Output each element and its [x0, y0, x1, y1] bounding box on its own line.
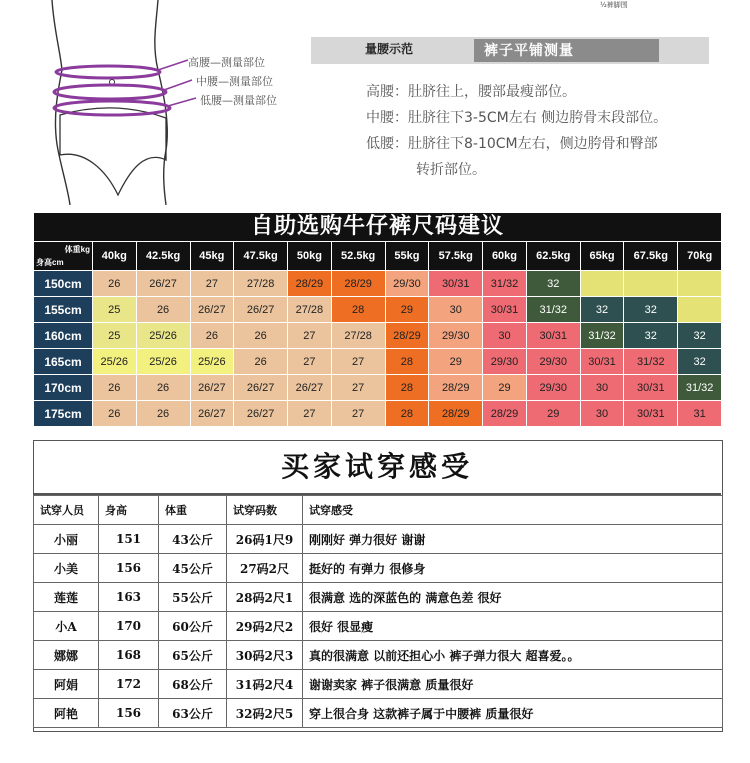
size-cell: 28	[332, 297, 385, 322]
size-row	[34, 349, 721, 374]
buyer-row	[34, 612, 723, 641]
height-header: 165cm	[34, 349, 92, 374]
size-row	[34, 401, 721, 426]
size-cell: 31/32	[581, 323, 624, 348]
weight-header: 47.5kg	[234, 242, 287, 270]
low-waist-label: 低腰—测量部位	[200, 94, 277, 107]
weight-header: 45kg	[191, 242, 234, 270]
size-cell: 28/29	[288, 271, 331, 296]
size-cell: 27/28	[288, 297, 331, 322]
height-header: 170cm	[34, 375, 92, 400]
size-cell: 26	[137, 401, 190, 426]
buyer-cell: 45公斤	[159, 554, 227, 583]
size-cell: 31	[678, 401, 721, 426]
size-cell: 32	[527, 271, 580, 296]
buyer-cell: 小丽	[34, 525, 99, 554]
buyer-cell: 156	[99, 699, 159, 728]
size-cell	[678, 271, 721, 296]
weight-header: 50kg	[288, 242, 331, 270]
size-cell: 26	[234, 349, 287, 374]
size-cell: 27	[191, 271, 234, 296]
buyer-cell: 28码2尺1	[227, 583, 303, 612]
height-header: 155cm	[34, 297, 92, 322]
buyer-header: 试穿人员	[34, 496, 99, 525]
size-cell: 31/32	[624, 349, 677, 374]
legend-title: 量腰示范	[365, 42, 414, 56]
buyer-header: 试穿感受	[303, 496, 723, 525]
height-header: 160cm	[34, 323, 92, 348]
size-cell: 26	[93, 271, 136, 296]
size-cell: 26/27	[191, 401, 234, 426]
buyer-row	[34, 699, 723, 728]
size-cell: 30	[483, 323, 526, 348]
size-cell: 26	[191, 323, 234, 348]
size-cell: 26	[137, 375, 190, 400]
size-cell: 25/26	[93, 349, 136, 374]
size-cell: 31/32	[678, 375, 721, 400]
size-cell: 26	[234, 323, 287, 348]
size-cell: 26	[93, 401, 136, 426]
buyer-cell: 32码2尺5	[227, 699, 303, 728]
size-cell: 29/30	[527, 375, 580, 400]
buyer-cell: 60公斤	[159, 612, 227, 641]
size-cell: 32	[581, 297, 624, 322]
size-cell: 28/29	[429, 401, 482, 426]
size-cell: 27	[288, 349, 331, 374]
size-cell: 30/31	[527, 323, 580, 348]
size-cell: 30/31	[624, 401, 677, 426]
desc-high: 高腰：肚脐往上，腰部最瘦部位。	[366, 84, 576, 100]
size-cell: 25/26	[137, 323, 190, 348]
buyer-cell: 31码2尺4	[227, 670, 303, 699]
weight-header: 52.5kg	[332, 242, 385, 270]
size-cell	[624, 271, 677, 296]
size-cell: 27	[332, 375, 385, 400]
high-waist-label: 高腰—测量部位	[188, 56, 265, 69]
size-cell: 29/30	[429, 323, 482, 348]
buyer-cell: 很好 很显瘦	[303, 612, 723, 641]
weight-header: 60kg	[483, 242, 526, 270]
size-cell: 25/26	[137, 349, 190, 374]
size-cell: 32	[624, 323, 677, 348]
buyer-cell: 29码2尺2	[227, 612, 303, 641]
size-cell: 27/28	[234, 271, 287, 296]
buyer-cell: 30码2尺3	[227, 641, 303, 670]
buyer-cell: 55公斤	[159, 583, 227, 612]
weight-header: 62.5kg	[527, 242, 580, 270]
size-cell: 26/27	[191, 375, 234, 400]
size-cell: 26	[93, 375, 136, 400]
size-cell: 28	[386, 349, 429, 374]
size-cell: 29	[429, 349, 482, 374]
buyer-cell: 很满意 选的深蓝色的 满意色差 很好	[303, 583, 723, 612]
corner-weight-label: 体重kg	[64, 245, 90, 254]
buyer-cell: 阿娟	[34, 670, 99, 699]
size-cell: 28	[386, 401, 429, 426]
size-cell: 30/31	[581, 349, 624, 374]
buyer-row	[34, 583, 723, 612]
size-cell: 26/27	[288, 375, 331, 400]
weight-header: 40kg	[93, 242, 136, 270]
size-cell: 27	[288, 323, 331, 348]
corner-caption: ½裤脚围	[600, 1, 628, 9]
buyer-cell: 真的很满意 以前还担心小 裤子弹力很大 超喜爱。。	[303, 641, 723, 670]
buyer-cell: 163	[99, 583, 159, 612]
size-cell: 28/29	[386, 323, 429, 348]
buyer-cell: 莲莲	[34, 583, 99, 612]
size-cell: 28/29	[483, 401, 526, 426]
size-cell: 27/28	[332, 323, 385, 348]
height-header: 150cm	[34, 271, 92, 296]
buyer-cell: 刚刚好 弹力很好 谢谢	[303, 525, 723, 554]
desc-low: 低腰：肚脐往下8-10CM左右，侧边胯骨和臀部	[366, 136, 658, 152]
desc-mid: 中腰：肚脐往下3-5CM左右 侧边胯骨末段部位。	[366, 110, 668, 126]
weight-header: 57.5kg	[429, 242, 482, 270]
size-cell: 29/30	[483, 349, 526, 374]
size-cell: 26/27	[191, 297, 234, 322]
buyer-cell: 168	[99, 641, 159, 670]
weight-header: 70kg	[678, 242, 721, 270]
buyer-row	[34, 641, 723, 670]
size-row	[34, 297, 721, 322]
corner-height-label: 身高cm	[36, 258, 64, 267]
size-cell: 29/30	[527, 349, 580, 374]
size-row	[34, 271, 721, 296]
size-cell: 30/31	[429, 271, 482, 296]
buyer-row	[34, 554, 723, 583]
buyer-cell: 谢谢卖家 裤子很满意 质量很好	[303, 670, 723, 699]
buyer-row	[34, 670, 723, 699]
buyer-cell: 小美	[34, 554, 99, 583]
size-cell: 25	[93, 323, 136, 348]
buyer-cell: 小A	[34, 612, 99, 641]
buyer-cell: 挺好的 有弹力 很修身	[303, 554, 723, 583]
size-cell: 30	[581, 375, 624, 400]
size-cell: 30	[429, 297, 482, 322]
size-cell: 30/31	[624, 375, 677, 400]
corner-cell	[34, 242, 92, 270]
height-header: 175cm	[34, 401, 92, 426]
buyer-cell: 68公斤	[159, 670, 227, 699]
buyer-cell: 26码1尺9	[227, 525, 303, 554]
size-cell: 26	[137, 297, 190, 322]
size-cell: 25	[93, 297, 136, 322]
buyer-cell: 63公斤	[159, 699, 227, 728]
weight-header: 65kg	[581, 242, 624, 270]
size-cell: 29/30	[386, 271, 429, 296]
size-cell: 27	[332, 349, 385, 374]
buyer-cell: 151	[99, 525, 159, 554]
size-cell: 30	[581, 401, 624, 426]
size-table	[33, 241, 722, 427]
size-cell: 28	[386, 375, 429, 400]
size-cell: 32	[624, 297, 677, 322]
desc-low-cont: 转折部位。	[416, 162, 486, 178]
size-chart-title: 自助选购牛仔裤尺码建议	[34, 213, 721, 241]
size-cell: 29	[527, 401, 580, 426]
buyer-cell: 穿上很合身 这款裤子属于中腰裤 质量很好	[303, 699, 723, 728]
weight-header: 55kg	[386, 242, 429, 270]
buyer-cell: 娜娜	[34, 641, 99, 670]
buyer-header: 身高	[99, 496, 159, 525]
size-cell: 26/27	[234, 297, 287, 322]
buyer-row	[34, 525, 723, 554]
size-row	[34, 375, 721, 400]
weight-header: 67.5kg	[624, 242, 677, 270]
buyer-cell: 65公斤	[159, 641, 227, 670]
buyer-cell: 170	[99, 612, 159, 641]
buyer-cell: 172	[99, 670, 159, 699]
size-cell: 25/26	[191, 349, 234, 374]
size-cell: 26/27	[234, 401, 287, 426]
buyer-header: 试穿码数	[227, 496, 303, 525]
buyer-table	[33, 495, 723, 728]
weight-header: 42.5kg	[137, 242, 190, 270]
size-cell: 29	[386, 297, 429, 322]
size-cell: 26/27	[137, 271, 190, 296]
buyer-cell: 27码2尺	[227, 554, 303, 583]
size-cell: 27	[332, 401, 385, 426]
size-chart	[34, 213, 721, 427]
size-cell: 28/29	[429, 375, 482, 400]
buyer-cell: 156	[99, 554, 159, 583]
waist-illustration	[40, 0, 200, 205]
size-cell: 32	[678, 349, 721, 374]
buyer-header: 体重	[159, 496, 227, 525]
size-cell: 29	[483, 375, 526, 400]
size-cell	[581, 271, 624, 296]
size-cell: 31/32	[483, 271, 526, 296]
size-cell: 30/31	[483, 297, 526, 322]
buyer-section-title: 买家试穿感受	[280, 450, 473, 483]
size-row	[34, 323, 721, 348]
size-cell: 28/29	[332, 271, 385, 296]
size-cell: 32	[678, 323, 721, 348]
legend-flat-label: 裤子平铺测量	[484, 43, 574, 59]
buyer-cell: 阿艳	[34, 699, 99, 728]
size-cell	[678, 297, 721, 322]
size-cell: 31/32	[527, 297, 580, 322]
size-cell: 27	[288, 401, 331, 426]
buyer-cell: 43公斤	[159, 525, 227, 554]
mid-waist-label: 中腰—测量部位	[196, 75, 273, 88]
size-cell: 26/27	[234, 375, 287, 400]
